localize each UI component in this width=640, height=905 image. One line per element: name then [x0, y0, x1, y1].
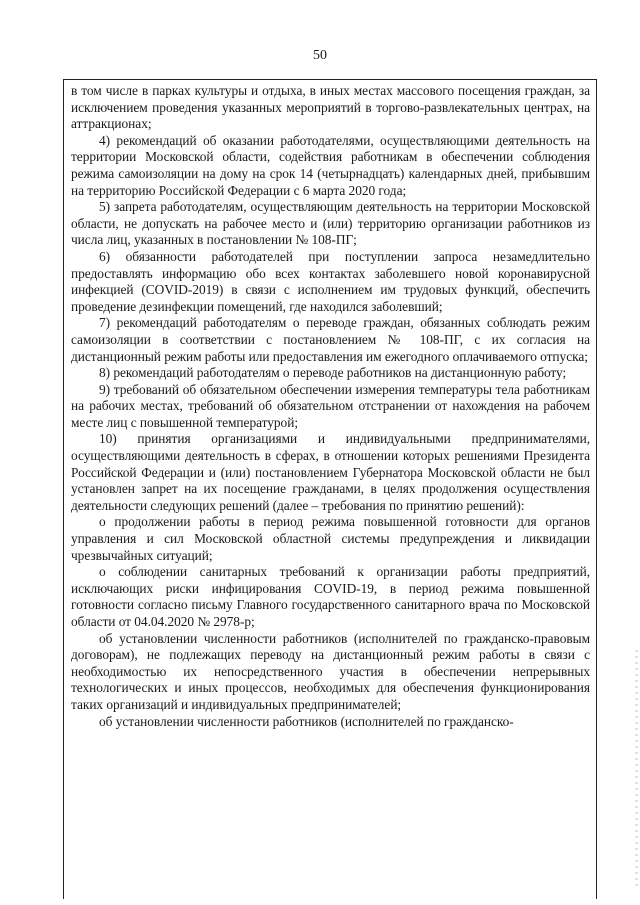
paragraph: о соблюдении санитарных требований к организации работы предприятий, исключающих риски инфицирования COVID-19, в период режима повышенной готовности согласно письму Главного государственного санитарного врача по Московской области от 04.04.2020 № 2978-р;: [71, 564, 590, 629]
paragraph: 8) рекомендаций работодателям о переводе работников на дистанционную работу;: [99, 365, 567, 381]
paragraph: 7) рекомендаций работодателям о переводе граждан, обязанных соблюдать режим самоизоляции в соответствии с постановлением № 108-ПГ, с их согласия на дистанционный режим работы или предоставления им ежегодного оплачиваемого отпуска;: [71, 315, 590, 364]
paragraph: об установлении численности работников (исполнителей по гражданско-правовым договорам), не подлежащих переводу на дистанционный режим работы в связи с необходимостью их непосредственного участия в обеспечении непрерывных технологических и иных процессов, необходимых для обеспечения функционирования таких организаций и индивидуальных предпринимателей;: [71, 630, 590, 712]
paragraph: 6) обязанности работодателей при поступлении запроса незамедлительно предоставлять информацию обо всех контактах заболевшего новой коронавирусной инфекцией (COVID-2019) в связи с исполнением им трудовых функций, обеспечить проведение дезинфекции помещений, где находился заболевший;: [71, 248, 590, 314]
paragraph: 4) рекомендаций об оказании работодателями, осуществляющими деятельность на территории Московской области, содействия работникам в обеспечении соблюдения режима самоизоляции на дому на срок 14 (четырнадцать) календарных дней, прибывшим на территорию Российской Федерации с 6 марта 2020 года;: [71, 132, 590, 198]
scan-edge-artifact: [635, 650, 638, 890]
paragraph: о продолжении работы в период режима повышенной готовности для органов управления и сил Московской областной системы предупреждения и ликвидации чрезвычайных ситуаций;: [71, 514, 590, 563]
document-body: [63, 79, 597, 899]
paragraph: в том числе в парках культуры и отдыха, в иных местах массового посещения граждан, за исключением проведения указанных мероприятий в торгово-развлекательных центрах, на аттракционах;: [71, 83, 590, 132]
paragraph: 10) принятия организациями и индивидуальными предпринимателями, осуществляющими деятельность в сферах, в отношении которых решениями Президента Российской Федерации и (или) постановлением Губернатора Московской области не был установлен запрет на их посещение гражданами, в целях продолжения осуществления деятельности следующих решений (далее – требования по принятию решений):: [71, 431, 590, 513]
paragraph: об установлении численности работников (исполнителей по гражданско-: [99, 713, 514, 729]
page-number: 50: [313, 48, 327, 63]
paragraph: 5) запрета работодателям, осуществляющим деятельность на территории Московской области, не допускать на рабочее место и (или) территорию организации работников из числа лиц, указанных в постановлении № 108-ПГ;: [71, 199, 590, 248]
paragraph: 9) требований об обязательном обеспечении измерения температуры тела работникам на рабочих местах, требований об обязательном отстранении от нахождения на рабочем месте лиц с повышенной температурой;: [71, 381, 590, 430]
